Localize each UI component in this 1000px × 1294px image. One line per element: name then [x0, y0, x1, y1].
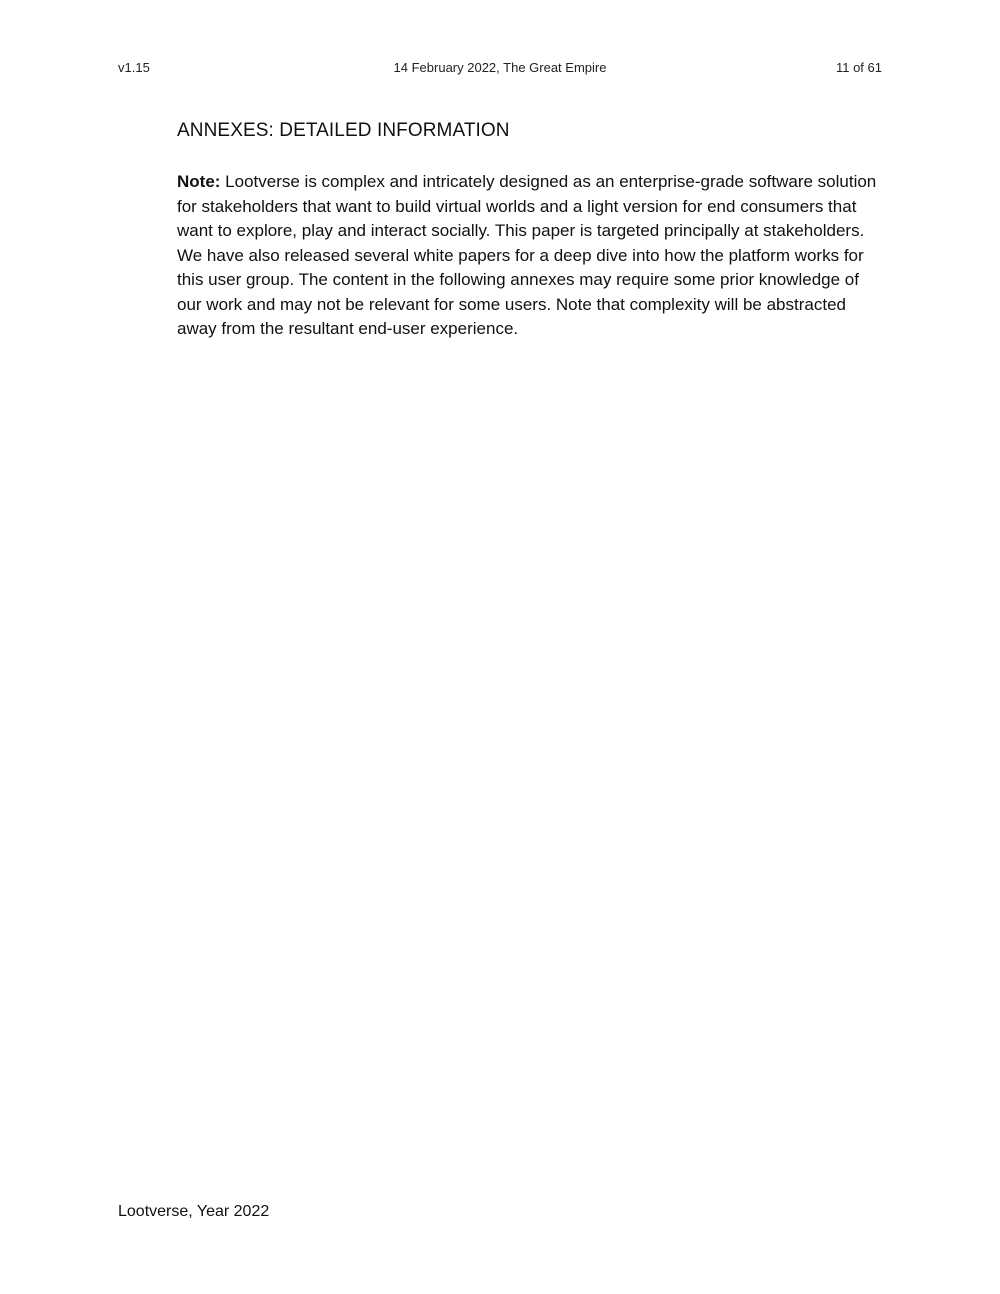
version-label: v1.15: [118, 60, 150, 75]
page-footer: Lootverse, Year 2022: [118, 1203, 270, 1220]
date-place-label: 14 February 2022, The Great Empire: [393, 60, 607, 75]
main-content: [177, 118, 887, 342]
page-header: [118, 59, 882, 79]
note-paragraph: [177, 170, 887, 342]
page-number: 11 of 61: [835, 60, 882, 75]
note-text: Lootverse is complex and intricately designed as an enterprise-grade software solution for stakeholders that want to build virtual worlds and a light version for end consumers that want to explore, play and interact socially. This paper is targeted principally at stakeholders. We have also released several white papers for a deep dive into how the platform works for this user group. The content in the following annexes may require some prior knowledge of our work and may not be relevant for some users. Note that complexity will be abstracted away from the resultant end-user experience.: [177, 172, 877, 338]
section-heading: ANNEXES: DETAILED INFORMATION: [177, 120, 510, 141]
note-label: Note:: [177, 172, 221, 191]
